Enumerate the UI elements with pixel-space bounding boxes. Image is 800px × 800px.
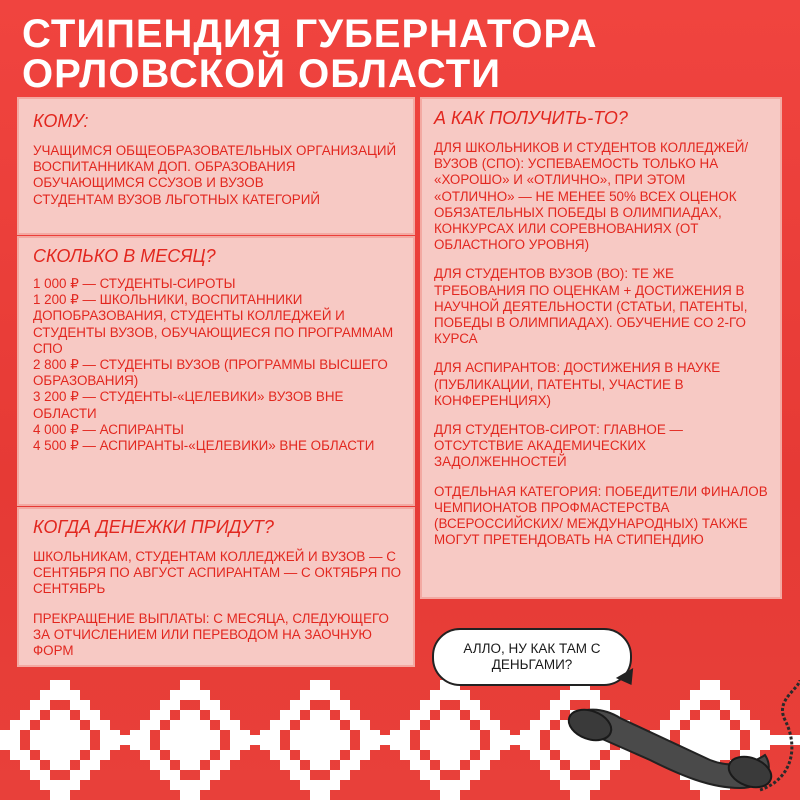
who-item: ОБУЧАЮЩИМСЯ ССУЗОВ И ВУЗОВ <box>33 175 264 191</box>
who-item: СТУДЕНТАМ ВУЗОВ ЛЬГОТНЫХ КАТЕГОРИЙ <box>33 191 320 207</box>
ornament-motif <box>0 680 120 800</box>
when-paragraph: ПРЕКРАЩЕНИЕ ВЫПЛАТЫ: С МЕСЯЦА, СЛЕДУЮЩЕГО ЗА ОТЧИСЛЕНИЕМ ИЛИ ПЕРЕВОДОМ НА ЗАОЧНУЮ ФОРМ <box>33 610 389 659</box>
how-paragraph: ДЛЯ ШКОЛЬНИКОВ И СТУДЕНТОВ КОЛЛЕДЖЕЙ/ВУЗОВ (СПО): УСПЕВАЕМОСТЬ ТОЛЬКО НА «ХОРОШО» И «ОТЛИЧНО», ПРИ ЭТОМ «ОТЛИЧНО» — НЕ МЕНЕЕ 50% ВСЕХ ОЦЕНОК ОБЯЗАТЕЛЬНЫХ ПОБЕДЫ В ОЛИМПИАДАХ, КОНКУРСАХ ИЛИ СОРЕВНОВАНИЯХ (ОТ ОБЛАСТНОГО УРОВНЯ) <box>434 140 749 253</box>
amount-item: 4 000 ₽ — АСПИРАНТЫ <box>33 421 184 437</box>
amount-item: 4 500 ₽ — АСПИРАНТЫ-«ЦЕЛЕВИКИ» ВНЕ ОБЛАСТИ <box>33 438 375 454</box>
amount-card <box>17 236 415 506</box>
when-paragraph: ШКОЛЬНИКАМ, СТУДЕНТАМ КОЛЛЕДЖЕЙ И ВУЗОВ — С СЕНТЯБРЯ ПО АВГУСТ АСПИРАНТАМ — С ОКТЯБРЯ ПО СЕНТЯБРЬ <box>33 549 402 597</box>
title-line-1: СТИПЕНДИЯ ГУБЕРНАТОРА <box>22 12 598 56</box>
amount-heading: СКОЛЬКО В МЕСЯЦ? <box>33 246 216 266</box>
amount-item: 1 200 ₽ — ШКОЛЬНИКИ, ВОСПИТАННИКИ ДОПОБРАЗОВАНИЯ, СТУДЕНТЫ КОЛЛЕДЖЕЙ И СТУДЕНТЫ ВУЗОВ, ОБУЧАЮЩИЕСЯ ПО ПРОГРАММАМ СПО <box>33 292 394 356</box>
how-heading: А КАК ПОЛУЧИТЬ-ТО? <box>434 108 628 128</box>
how-paragraph: ДЛЯ СТУДЕНТОВ-СИРОТ: ГЛАВНОЕ — ОТСУТСТВИЕ АКАДЕМИЧЕСКИХ ЗАДОЛЖЕННОСТЕЙ <box>434 422 683 470</box>
when-card <box>17 507 415 667</box>
amount-item: 1 000 ₽ — СТУДЕНТЫ-СИРОТЫ <box>33 276 236 291</box>
who-item: ВОСПИТАННИКАМ ДОП. ОБРАЗОВАНИЯ <box>33 159 296 175</box>
how-paragraph: ДЛЯ АСПИРАНТОВ: ДОСТИЖЕНИЯ В НАУКЕ (ПУБЛИКАЦИИ, ПАТЕНТЫ, УЧАСТИЕ В КОНФЕРЕНЦИЯХ) <box>434 360 721 408</box>
telephone-handset-icon <box>560 680 800 800</box>
how-paragraph: ДЛЯ СТУДЕНТОВ ВУЗОВ (ВО): ТЕ ЖЕ ТРЕБОВАНИЯ ПО ОЦЕНКАМ + ДОСТИЖЕНИЯ В НАУЧНОЙ ДЕЯТЕЛЬНОСТИ (СТАТЬИ, ПАТЕНТЫ, ПОБЕДЫ В ОЛИМПИАДАХ). ОБУЧЕНИЕ СО 2-ГО КУРСА <box>434 266 748 347</box>
title-line-2: ОРЛОВСКОЙ ОБЛАСТИ <box>22 52 501 96</box>
how-card <box>420 97 782 599</box>
page-title <box>22 14 782 94</box>
who-item: УЧАЩИМСЯ ОБЩЕОБРАЗОВАТЕЛЬНЫХ ОРГАНИЗАЦИЙ <box>33 143 397 158</box>
speech-bubble <box>432 628 632 686</box>
how-paragraph: ОТДЕЛЬНАЯ КАТЕГОРИЯ: ПОБЕДИТЕЛИ ФИНАЛОВ ЧЕМПИОНАТОВ ПРОФМАСТЕРСТВА (ВСЕРОССИЙСКИХ/ МЕЖДУНАРОДНЫХ) ТАКЖЕ МОГУТ ПРЕТЕНДОВАТЬ НА СТИПЕНДИЮ <box>434 483 768 548</box>
who-card <box>17 97 415 235</box>
amount-item: 2 800 ₽ — СТУДЕНТЫ ВУЗОВ (ПРОГРАММЫ ВЫСШЕГО ОБРАЗОВАНИЯ) <box>33 357 388 389</box>
who-heading: КОМУ: <box>33 111 89 131</box>
speech-bubble-text: АЛЛО, НУ КАК ТАМ С ДЕНЬГАМИ? <box>463 641 601 672</box>
amount-item: 3 200 ₽ — СТУДЕНТЫ-«ЦЕЛЕВИКИ» ВУЗОВ ВНЕ ОБЛАСТИ <box>33 389 344 421</box>
when-heading: КОГДА ДЕНЕЖКИ ПРИДУТ? <box>33 517 274 537</box>
